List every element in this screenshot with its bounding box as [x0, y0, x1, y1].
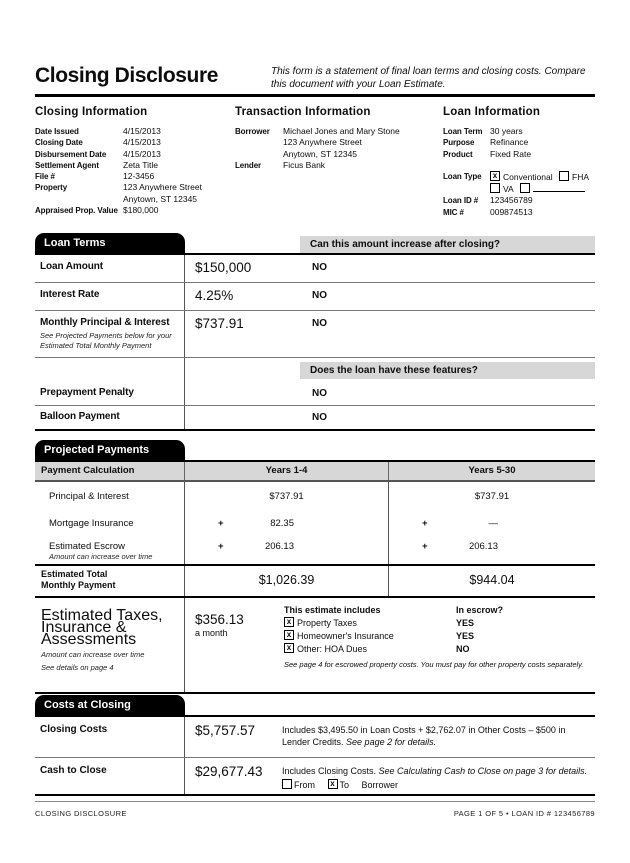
- page-title: Closing Disclosure: [35, 64, 219, 87]
- page-footer: [35, 809, 595, 818]
- loan-type-fha-label: FHA: [572, 171, 589, 182]
- row-label: Cash to Close: [35, 758, 185, 794]
- field-mic: [443, 207, 595, 218]
- loan-amount-row: [35, 255, 595, 283]
- cash-desc-italic: See Calculating Cash to Close on page 3 for details.: [378, 766, 588, 776]
- loan-amount-answer: NO: [312, 262, 327, 273]
- field-file-number: [35, 171, 235, 182]
- escrow-years14-value: 206.13: [264, 541, 294, 552]
- prepayment-penalty-answer: NO: [312, 388, 327, 399]
- loan-amount-value: $150,000: [195, 260, 252, 275]
- projected-payments-section: [35, 440, 595, 694]
- row-note: Amount can increase over time: [49, 552, 153, 561]
- field-value: 4/15/2013: [123, 148, 161, 159]
- features-question-bar: Does the loan have these features?: [300, 362, 595, 379]
- loan-type-va-label: VA: [503, 184, 514, 195]
- features-question-row: [35, 358, 595, 382]
- field-label: Closing Date: [35, 138, 83, 148]
- field-value: 4/15/2013: [123, 137, 161, 148]
- loan-id-value: 123456789: [490, 195, 533, 206]
- mortgage-insurance-row: [35, 513, 595, 537]
- field-label: Loan Term: [443, 127, 483, 136]
- mic-value: 009874513: [490, 206, 533, 217]
- field-label: Settlement Agent: [35, 160, 99, 170]
- row-note: See Projected Payments below for your Estimated Total Monthly Payment: [40, 331, 172, 350]
- taxes-amount: $356.13: [195, 612, 244, 627]
- closing-costs-desc: Includes $3,495.50 in Loan Costs + $2,762.07 in Other Costs – $500 in Lender Credits.: [282, 725, 566, 747]
- checkbox-fha: [559, 171, 569, 181]
- field-label: Product: [443, 149, 473, 159]
- escrow-years530-value: 206.13: [468, 541, 498, 552]
- plus-operator: +: [422, 541, 428, 552]
- plus-operator: +: [218, 541, 224, 552]
- document-header: [35, 64, 595, 94]
- plus-operator: +: [422, 518, 428, 529]
- to-label: To: [339, 780, 350, 790]
- row-label: Prepayment Penalty: [40, 387, 134, 398]
- field-lender: [235, 160, 443, 171]
- costs-at-closing-section: [35, 695, 595, 796]
- taxes-note1: Amount can increase over time: [41, 650, 145, 659]
- estimated-escrow-row: [35, 537, 595, 564]
- closing-costs-desc-italic: See page 2 for details.: [346, 737, 437, 747]
- interest-rate-row: [35, 283, 595, 311]
- transaction-information-heading: Transaction Information: [235, 106, 371, 118]
- lender-name: Ficus Bank: [283, 159, 326, 170]
- col-years-1-4: Years 1-4: [185, 462, 389, 480]
- field-value: Fixed Rate: [490, 148, 532, 159]
- field-label: Lender: [235, 160, 262, 170]
- closing-costs-row: [35, 717, 595, 758]
- from-label: From: [294, 780, 315, 790]
- field-label: Purpose: [443, 138, 475, 148]
- field-label: Date Issued: [35, 127, 79, 136]
- borrower-name: Michael Jones and Mary Stone: [283, 126, 400, 136]
- field-label: MIC #: [443, 207, 464, 217]
- checkbox-va: [490, 183, 500, 193]
- row-label: Interest Rate: [40, 289, 100, 300]
- total-label-line2: Monthly Payment: [41, 580, 116, 590]
- intro-note: This form is a statement of final loan terms and closing costs. Compare this document with your Loan Estimate.: [271, 66, 586, 90]
- field-loan-id: [443, 195, 595, 206]
- item-label: Homeowner's Insurance: [297, 631, 394, 641]
- from-to-borrower-line: [282, 779, 589, 791]
- interest-rate-answer: NO: [312, 290, 327, 301]
- field-product: [443, 149, 595, 160]
- prepayment-penalty-row: [35, 382, 595, 406]
- borrower-street: 123 Anywhere Street: [283, 137, 362, 148]
- projected-payments-tab: Projected Payments: [35, 440, 185, 460]
- taxes-item-property-taxes: [284, 617, 589, 630]
- closing-costs-amount: $5,757.57: [195, 723, 256, 738]
- balloon-payment-answer: NO: [312, 412, 327, 423]
- total-years14-value: $1,026.39: [185, 566, 389, 596]
- balloon-payment-row: [35, 406, 595, 431]
- field-appraised-value: [35, 205, 235, 216]
- item-label: Property Taxes: [297, 618, 357, 628]
- field-purpose: [443, 137, 595, 148]
- mi-years530-value: —: [488, 518, 498, 529]
- property-line1: 123 Anywhere Street: [123, 182, 202, 193]
- row-label: Balloon Payment: [40, 411, 120, 422]
- field-disbursement-date: [35, 149, 235, 160]
- col-years-5-30: Years 5-30: [468, 465, 516, 476]
- transaction-information: [235, 106, 443, 218]
- monthly-pi-value: $737.91: [195, 316, 244, 331]
- cash-to-close-row: [35, 758, 595, 796]
- row-label: Principal & Interest: [35, 482, 185, 513]
- header-rule: [35, 94, 595, 97]
- estimated-total-row: [35, 564, 595, 598]
- item-escrow-answer: NO: [456, 644, 470, 654]
- item-label: Other: HOA Dues: [297, 644, 368, 654]
- includes-heading: This estimate includes: [284, 605, 381, 615]
- field-value: 12-3456: [123, 171, 155, 182]
- loan-type-conventional-label: Conventional: [503, 171, 553, 182]
- payment-calculation-header: [35, 460, 595, 482]
- field-value: Zeta Title: [123, 159, 158, 170]
- row-label: Mortgage Insurance: [35, 513, 185, 537]
- footer-title: CLOSING DISCLOSURE: [35, 809, 127, 818]
- field-label: Property: [35, 183, 68, 193]
- taxes-amount-suffix: a month: [195, 628, 228, 638]
- field-label: Disbursement Date: [35, 149, 107, 159]
- field-loan-term: [443, 126, 595, 137]
- checkbox-other-hoa-dues: x: [284, 643, 294, 653]
- field-label: Borrower: [235, 127, 270, 136]
- loan-terms-section: [35, 233, 595, 431]
- field-value: Refinance: [490, 137, 529, 148]
- row-label: Monthly Principal & Interest: [40, 317, 170, 328]
- row-label: Loan Amount: [40, 261, 103, 272]
- interest-rate-value: 4.25%: [195, 288, 234, 303]
- checkbox-conventional: x: [490, 171, 500, 181]
- borrower-label: Borrower: [361, 780, 399, 790]
- taxes-label: Estimated Taxes, Insurance & Assessments: [41, 607, 163, 648]
- loan-terms-tab: Loan Terms: [35, 233, 185, 253]
- loan-information-heading: Loan Information: [443, 106, 541, 118]
- field-settlement-agent: [35, 160, 235, 171]
- loan-type-other-blank: [533, 184, 585, 192]
- estimated-taxes-row: [35, 598, 595, 694]
- footer-page-loan-id: PAGE 1 OF 5 • LOAN ID # 123456789: [453, 809, 595, 818]
- checkbox-homeowners-insurance: x: [284, 630, 294, 640]
- checkbox-to: x: [328, 779, 338, 789]
- pi-years530-value: $737.91: [474, 491, 510, 502]
- field-label: Loan Type: [443, 171, 482, 181]
- field-value: $180,000: [123, 205, 159, 216]
- taxes-item-other-hoa-dues: [284, 643, 589, 656]
- taxes-note2: See details on page 4: [41, 662, 114, 672]
- loan-information: [443, 106, 595, 218]
- mi-years14-value: 82.35: [270, 518, 294, 529]
- principal-interest-row: [35, 482, 595, 513]
- information-section: [35, 106, 595, 218]
- plus-operator: +: [218, 518, 224, 529]
- closing-information-heading: Closing Information: [35, 106, 148, 118]
- field-label: File #: [35, 172, 55, 182]
- row-label: Closing Costs: [35, 717, 185, 757]
- checkbox-other-loan-type: [520, 183, 530, 193]
- cash-desc: Includes Closing Costs.: [282, 766, 379, 776]
- checkbox-property-taxes: x: [284, 617, 294, 627]
- borrower-city: Anytown, ST 12345: [283, 148, 358, 159]
- row-label: Estimated Escrow: [49, 541, 126, 552]
- field-borrower: [235, 126, 443, 160]
- item-escrow-answer: YES: [456, 618, 475, 628]
- increase-question-bar: Can this amount increase after closing?: [300, 236, 595, 253]
- closing-information: [35, 106, 235, 218]
- field-value: 30 years: [490, 126, 523, 136]
- total-label-line1: Estimated Total: [41, 569, 108, 579]
- field-label: Appraised Prop. Value: [35, 206, 118, 216]
- field-loan-type: [443, 171, 595, 196]
- taxes-footnote: See page 4 for escrowed property costs. You must pay for other property costs separately.: [284, 660, 584, 669]
- monthly-pi-answer: NO: [312, 318, 327, 329]
- costs-at-closing-tab: Costs at Closing: [35, 695, 185, 715]
- col-payment-calculation: Payment Calculation: [35, 462, 185, 480]
- pi-years14-value: $737.91: [185, 482, 389, 513]
- checkbox-from: [282, 779, 292, 789]
- cash-to-close-amount: $29,677.43: [195, 764, 263, 779]
- property-line2: Anytown, ST 12345: [123, 193, 198, 204]
- field-label: Loan ID #: [443, 196, 479, 206]
- monthly-pi-row: [35, 311, 595, 358]
- footer-rule: [35, 801, 595, 802]
- field-property: [35, 182, 235, 205]
- field-date-issued: [35, 126, 235, 137]
- field-closing-date: [35, 137, 235, 148]
- field-value: 4/15/2013: [123, 126, 161, 136]
- in-escrow-heading: In escrow?: [456, 605, 504, 615]
- item-escrow-answer: YES: [456, 631, 475, 641]
- taxes-item-homeowners-insurance: [284, 630, 589, 643]
- total-years530-value: $944.04: [469, 573, 515, 587]
